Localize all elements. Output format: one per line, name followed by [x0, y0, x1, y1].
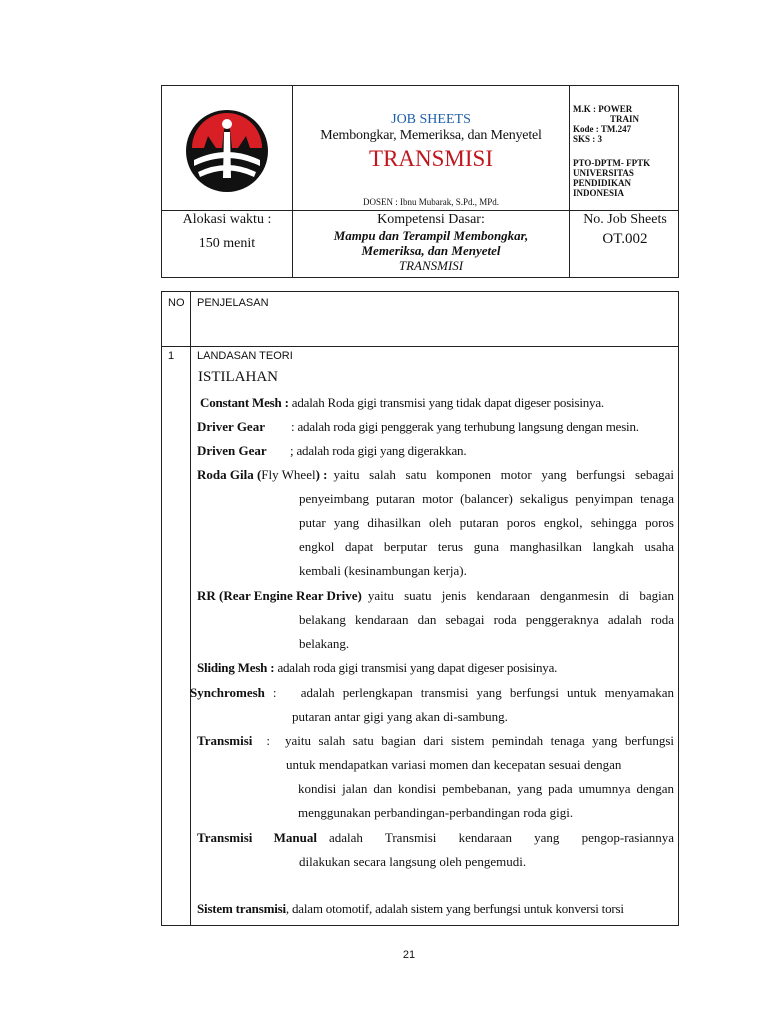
definition-line: adalah Transmisi kendaraan yang pengop-rasiannya	[329, 830, 674, 845]
term-sliding-mesh	[197, 660, 557, 676]
term-definition: : adalah roda gigi penggerak yang terhubung langsung dengan mesin.	[291, 419, 639, 434]
header-table	[161, 85, 679, 278]
institution-line: INDONESIA	[573, 188, 625, 198]
course-info	[573, 104, 639, 144]
definition-line: kondisi jalan dan kondisi pembebanan, yang pada umumnya dengan	[298, 781, 674, 796]
mk-line: M.K : POWER	[573, 104, 633, 114]
definition-line: putar yang dihasilkan oleh putaran poros engkol, sehingga poros	[299, 515, 674, 530]
definition-line: belakang.	[299, 636, 350, 651]
definition-line: menggunakan perbandingan-perbandingan roda gigi.	[298, 805, 574, 820]
document-title: TRANSMISI	[369, 146, 493, 171]
definition-line: yaitu suatu jenis kendaraan denganmesin di bagian	[367, 588, 674, 603]
term-sistem-transmisi	[197, 901, 624, 917]
mk-line: SKS : 3	[573, 134, 603, 144]
term-rr	[197, 588, 674, 604]
term-synchromesh	[190, 685, 674, 701]
alokasi-value: 150 menit	[198, 236, 256, 251]
term-label: Transmisi	[197, 733, 253, 748]
kompetensi-text	[293, 228, 569, 273]
institution-line: UNIVERSITAS	[573, 168, 634, 178]
term-label: ) :	[315, 467, 328, 482]
kompetensi-line: TRANSMISI	[398, 258, 464, 273]
institution-line: PENDIDIKAN	[573, 178, 632, 188]
definition-line: : adalah perlengkapan transmisi yang berfungsi untuk menyamakan	[272, 685, 674, 700]
institution-info	[573, 158, 650, 198]
definition-line: engkol dapat berputar terus guna manghasilkan langkah usaha	[299, 539, 674, 554]
term-label: Synchromesh	[190, 685, 265, 700]
page-number: 21	[402, 949, 416, 961]
definition-line: kembali (kesinambungan kerja).	[299, 563, 467, 578]
term-label: Roda Gila (	[197, 467, 262, 482]
institution-line: PTO-DPTM- FPTK	[573, 158, 651, 168]
term-label: Sistem transmisi	[197, 901, 286, 916]
term-label: Driver Gear	[197, 419, 265, 434]
term-label: Constant Mesh :	[200, 395, 289, 410]
term-transmisi-manual	[197, 830, 674, 846]
kompetensi-line: Memeriksa, dan Menyetel	[361, 243, 501, 258]
term-roda-gila	[197, 467, 674, 483]
term-label: Driven Gear	[197, 443, 267, 458]
term-definition: adalah roda gigi transmisi yang dapat digeser posisinya.	[274, 660, 558, 675]
column-header-penjelasan: PENJELASAN	[197, 297, 269, 309]
definition-line: penyeimbang putaran motor (balancer) sekaligus penyimpan tenaga	[299, 491, 674, 506]
definition-line: untuk mendapatkan variasi momen dan kecepatan sesuai dengan	[286, 757, 622, 772]
definition-line: : yaitu salah satu bagian dari sistem pemindah tenaga yang berfungsi	[266, 733, 674, 748]
term-definition: , dalam otomotif, adalah sistem yang berfungsi untuk konversi torsi	[285, 901, 624, 916]
mk-line: Kode : TM.247	[573, 124, 632, 134]
term-label: Sliding Mesh :	[197, 660, 275, 675]
job-subtitle: Membongkar, Memeriksa, dan Menyetel	[320, 128, 542, 143]
mk-line: TRAIN	[610, 114, 640, 124]
definition-line: dilakukan secara langsung oleh pengemudi.	[299, 854, 527, 869]
section-title: LANDASAN TEORI	[197, 350, 293, 362]
istilahan-heading: ISTILAHAN	[198, 369, 278, 385]
term-definition: ; adalah roda gigi yang digerakkan.	[290, 443, 467, 458]
kompetensi-label: Kompetensi Dasar:	[377, 212, 485, 227]
term-label-italic: Fly Wheel	[261, 467, 316, 482]
jobsheet-no-label: No. Job Sheets	[583, 212, 667, 227]
term-transmisi	[197, 733, 674, 749]
term-label: RR (Rear Engine Rear Drive)	[197, 588, 362, 603]
university-logo	[184, 108, 270, 194]
term-label: Transmisi Manual	[197, 830, 317, 845]
definition-line: yaitu salah satu komponen motor yang berfungsi sebagai	[333, 467, 674, 482]
kompetensi-line: Mampu dan Terampil Membongkar,	[333, 228, 529, 243]
term-constant-mesh	[200, 395, 604, 411]
row-number: 1	[168, 350, 175, 362]
dosen-label: DOSEN : Ibnu Mubarak, S.Pd., MPd.	[362, 197, 499, 207]
term-definition: adalah Roda gigi transmisi yang tidak dapat digeser posisinya.	[288, 395, 604, 410]
definition-line: putaran antar gigi yang akan di-sambung.	[292, 709, 508, 724]
jobsheet-no-value: OT.002	[602, 231, 648, 247]
alokasi-label: Alokasi waktu :	[182, 212, 272, 227]
job-sheets-label: JOB SHEETS	[391, 112, 471, 127]
column-header-no: NO	[168, 297, 185, 309]
definition-line: belakang kendaraan dan sebagai roda penggeraknya adalah roda	[299, 612, 674, 627]
